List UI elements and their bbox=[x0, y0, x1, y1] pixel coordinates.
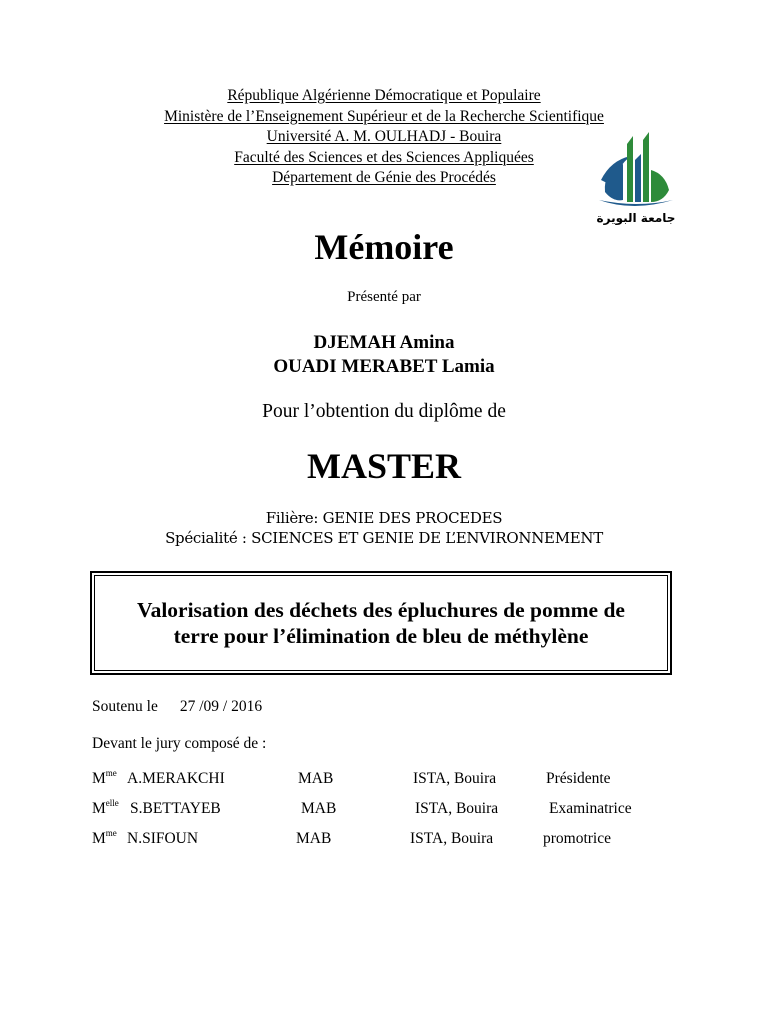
specialite: Spécialité : SCIENCES ET GENIE DE L’ENVIRONNEMENT bbox=[165, 529, 603, 547]
author-2: OUADI MERABET Lamia bbox=[273, 356, 495, 377]
jury-intro: Devant le jury composé de : bbox=[92, 735, 267, 752]
document-type: Mémoire bbox=[314, 227, 454, 267]
jury-institution: ISTA, Bouira bbox=[415, 800, 499, 817]
thesis-title: Valorisation des déchets des épluchures de pomme de terre pour l’élimination de bleu de méthylène bbox=[94, 575, 668, 671]
defense-label: Soutenu le bbox=[92, 698, 158, 715]
header-line-department: Département de Génie des Procédés bbox=[272, 169, 496, 186]
jury-name: N.SIFOUN bbox=[127, 830, 199, 847]
jury-grade: MAB bbox=[301, 800, 337, 817]
jury-row bbox=[0, 770, 768, 794]
university-logo bbox=[593, 130, 679, 230]
jury-role: Présidente bbox=[546, 770, 611, 787]
header-line-university: Université A. M. OULHADJ - Bouira bbox=[266, 128, 502, 145]
jury-role: Examinatrice bbox=[549, 800, 632, 817]
presented-by: Présenté par bbox=[347, 289, 421, 305]
header-line-republic: République Algérienne Démocratique et Populaire bbox=[227, 87, 541, 104]
jury-title: $M^{me}$ bbox=[92, 768, 117, 787]
jury-title: $M^{me}$ bbox=[92, 828, 117, 847]
jury-row bbox=[0, 830, 768, 854]
jury-grade: MAB bbox=[296, 830, 332, 847]
authors bbox=[0, 331, 768, 379]
defense-date: 27 /09 / 2016 bbox=[179, 698, 263, 715]
thesis-title-box bbox=[90, 571, 672, 675]
filiere: Filière: GENIE DES PROCEDES bbox=[265, 509, 503, 527]
jury-row bbox=[0, 800, 768, 824]
jury-role: promotrice bbox=[543, 830, 612, 847]
defense-date-line bbox=[92, 698, 262, 716]
jury-grade: MAB bbox=[298, 770, 334, 787]
jury-title: $M^{elle}$ bbox=[92, 798, 119, 817]
university-logo-icon bbox=[593, 130, 679, 230]
jury-name: A.MERAKCHI bbox=[127, 770, 225, 787]
jury-name: S.BETTAYEB bbox=[130, 800, 221, 817]
obtention-text: Pour l’obtention du diplôme de bbox=[262, 401, 506, 422]
degree: MASTER bbox=[306, 446, 462, 486]
svg-text:جامعة البويرة: جامعة البويرة bbox=[596, 211, 676, 225]
header-line-ministry: Ministère de l’Enseignement Supérieur et de la Recherche Scientifique bbox=[164, 107, 604, 125]
header-line-faculty: Faculté des Sciences et des Sciences Appliquées bbox=[234, 148, 534, 166]
jury-institution: ISTA, Bouira bbox=[413, 770, 497, 787]
program-info bbox=[0, 508, 768, 548]
jury-institution: ISTA, Bouira bbox=[410, 830, 494, 847]
author-1: DJEMAH Amina bbox=[313, 332, 455, 353]
